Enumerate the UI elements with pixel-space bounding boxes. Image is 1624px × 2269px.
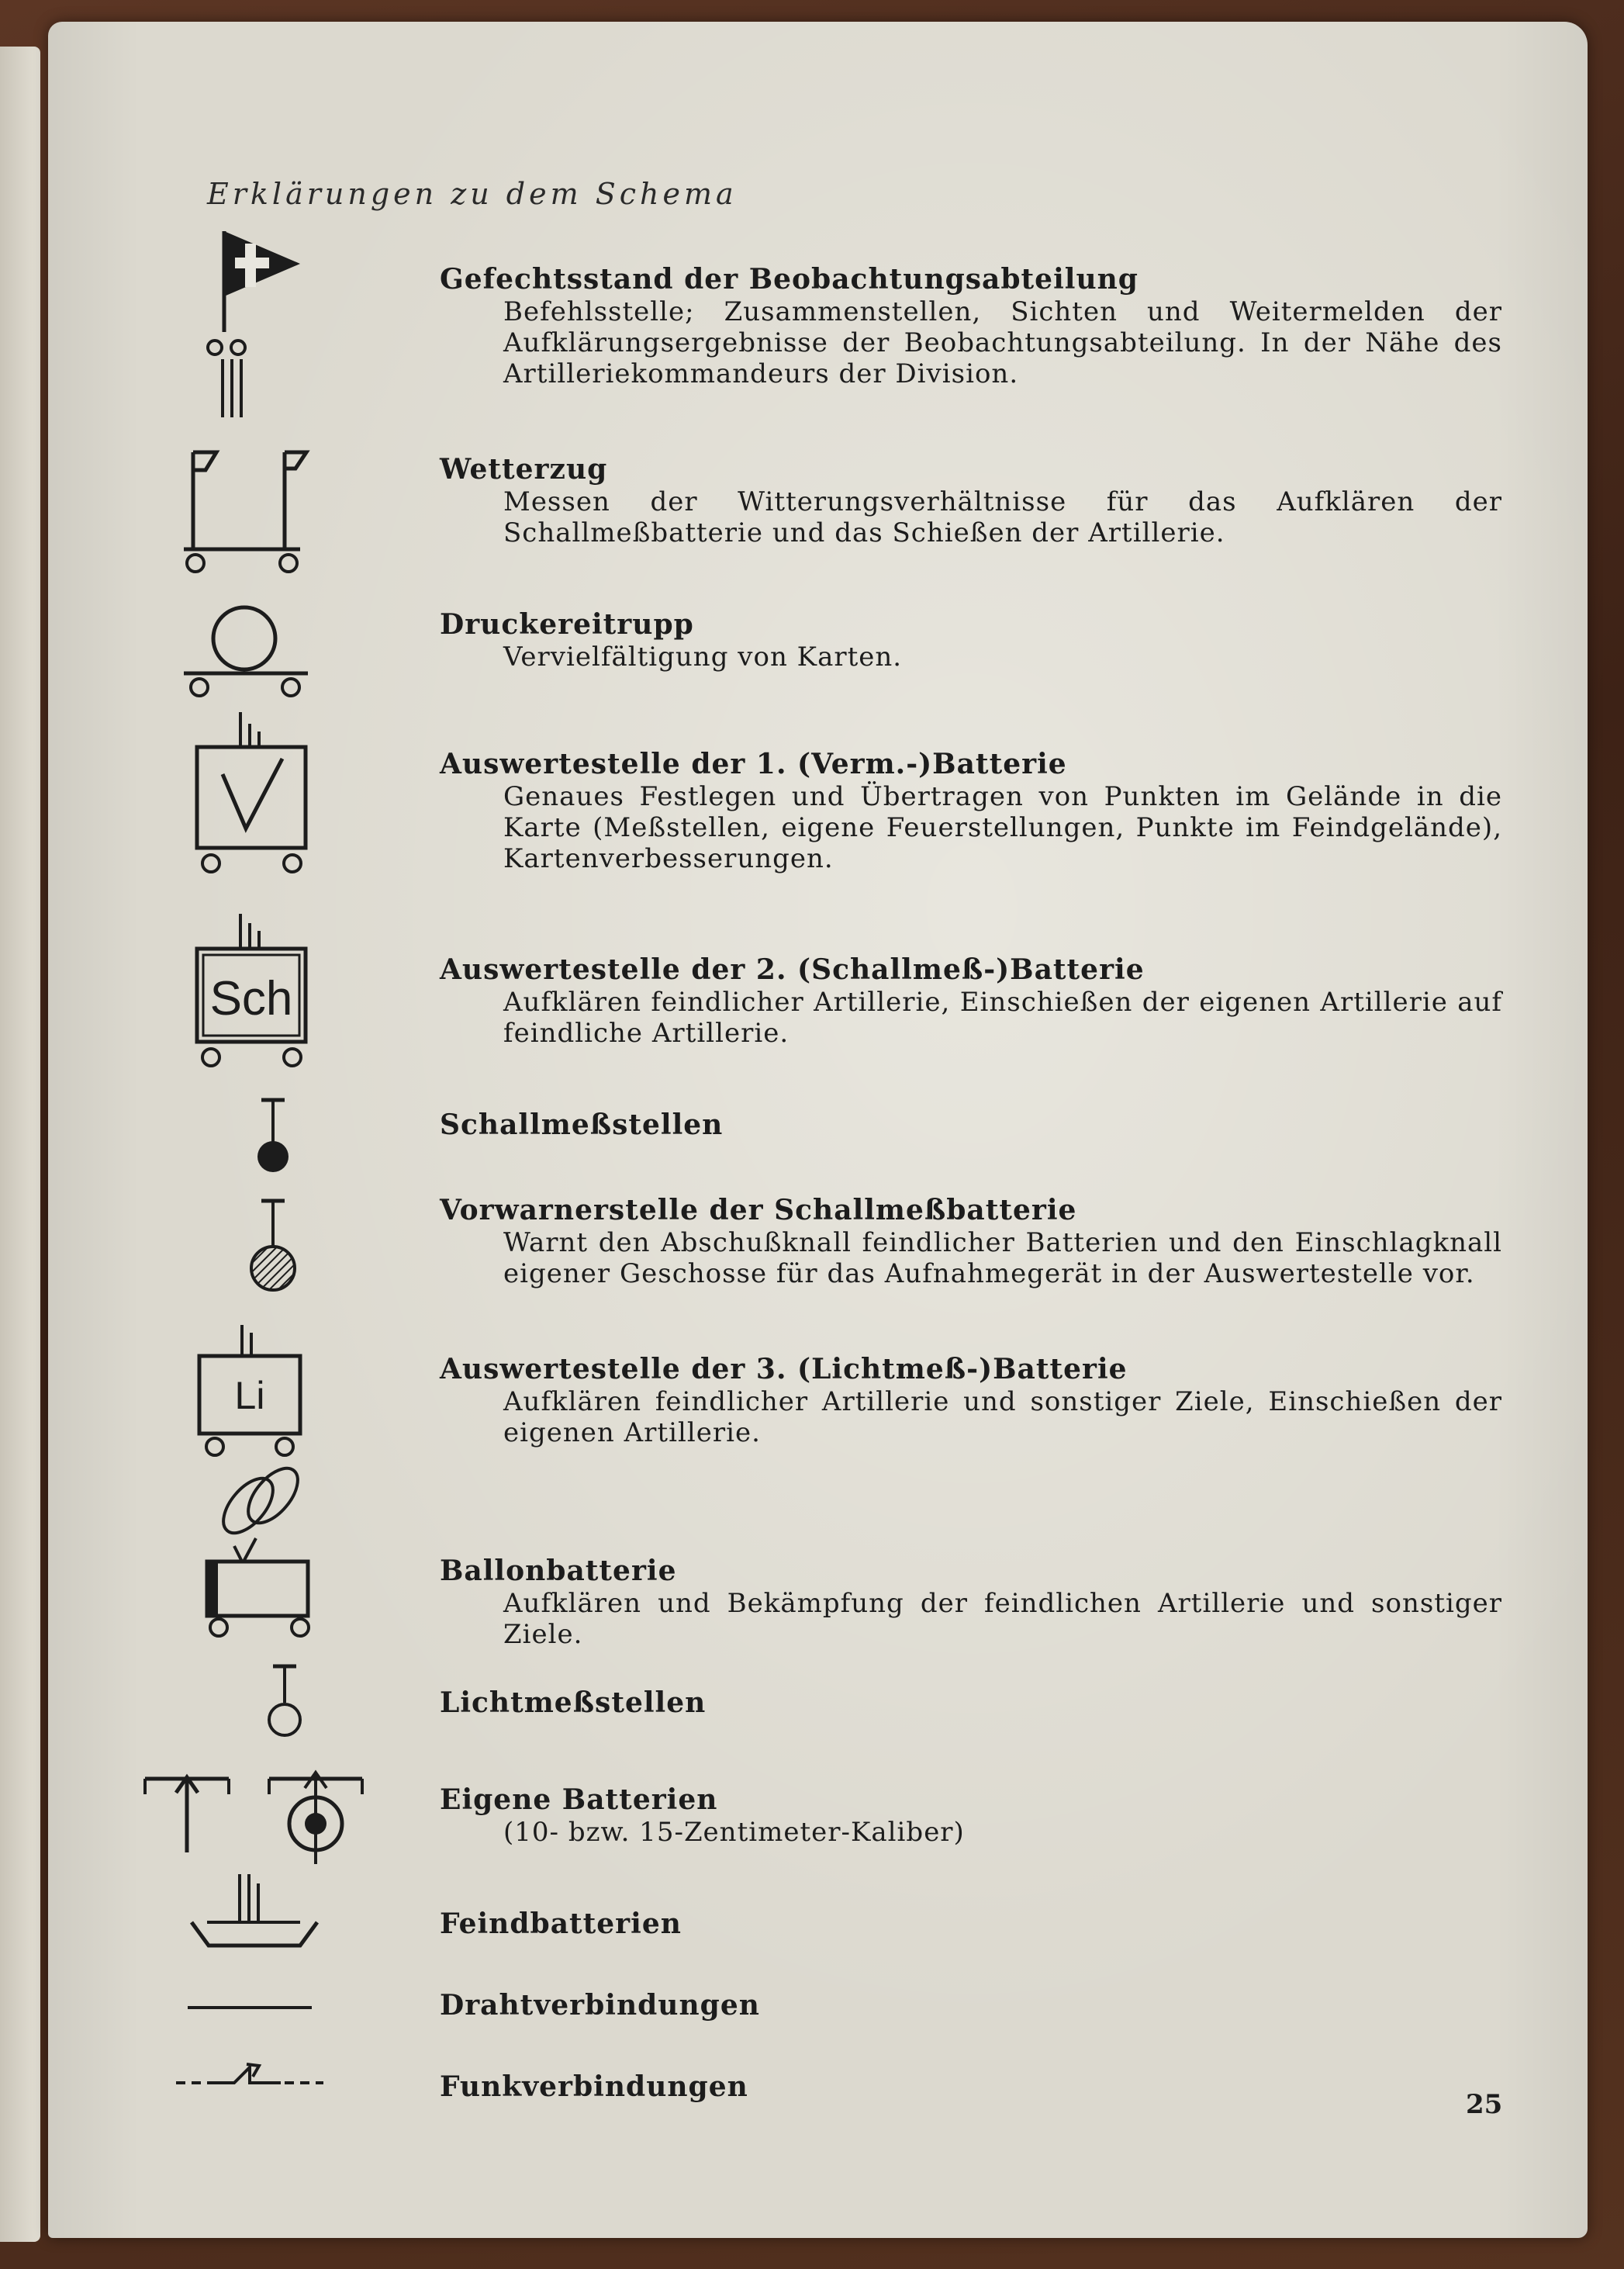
entry-description: Messen der Witterungsverhältnisse für das Aufklären der Schallmeßbatterie und das Schießen der Artillerie. (503, 486, 1502, 548)
flash-evaluation-icon (188, 1317, 312, 1465)
entry-title: Auswertestelle der 2. (Schallmeß-)Batterie (440, 953, 1145, 986)
entry-ballonbatterie (440, 1554, 1502, 1650)
survey-evaluation-icon (180, 704, 320, 883)
entry-wetterzug (440, 452, 1502, 548)
entry-gefechtsstand (440, 262, 1502, 389)
entry-lichtmessstellen (440, 1686, 1502, 1720)
facing-page-edge (0, 47, 40, 2242)
entry-title: Vorwarnerstelle der Schallmeßbatterie (440, 1194, 1077, 1226)
entry-drahtverbindungen (440, 1988, 1502, 2022)
entry-title: Schallmeßstellen (440, 1109, 724, 1141)
entry-druckereitrupp (440, 607, 1502, 673)
entry-schallmessstellen (440, 1108, 1502, 1142)
radio-connection-icon (172, 2058, 327, 2097)
evaluation-label: Sch (209, 972, 293, 1026)
entry-title: Feindbatterien (440, 1908, 682, 1940)
entry-description: Aufklären feindlicher Artillerie und sonstiger Ziele, Einschießen der eigenen Artillerie. (503, 1386, 1502, 1448)
entry-title: Eigene Batterien (440, 1783, 718, 1816)
page-heading: Erklärungen zu dem Schema (207, 177, 738, 211)
entry-description: Warnt den Abschußknall feindlicher Batterien und den Einschlagknall eigener Geschosse für das Aufnahmegerät in der Auswertestelle vor. (503, 1227, 1502, 1289)
balloon-battery-icon (188, 1461, 327, 1639)
entry-title: Funkverbindungen (440, 2070, 748, 2103)
entry-description: Genaues Festlegen und Übertragen von Punkten im Gelände in die Karte (Meßstellen, eigene Feuerstellungen, Punkte im Feindgelände), Kartenverbesserungen. (503, 781, 1502, 874)
flag-station-icon (184, 216, 316, 433)
entry-description: Aufklären und Bekämpfung der feindlichen Artillerie und sonstiger Ziele. (503, 1588, 1502, 1650)
entry-description: (10- bzw. 15-Zentimeter-Kaliber) (503, 1817, 965, 1848)
entry-title: Ballonbatterie (440, 1555, 677, 1587)
page-number: 25 (1466, 2089, 1503, 2120)
sound-station-icon (242, 1096, 304, 1181)
entry-title: Wetterzug (440, 453, 608, 486)
entry-auswertestelle-3 (440, 1352, 1502, 1448)
wire-connection-icon (184, 2000, 316, 2015)
entry-vorwarnerstelle (440, 1193, 1502, 1289)
entry-auswertestelle-1 (440, 747, 1502, 874)
entry-eigene-batterien (440, 1783, 1502, 1848)
entry-title: Auswertestelle der 3. (Lichtmeß-)Batterie (440, 1353, 1128, 1385)
book-page (48, 22, 1588, 2238)
entry-title: Drahtverbindungen (440, 1989, 760, 2022)
entry-description: Befehlsstelle; Zusammenstellen, Sichten und Weitermelden der Aufklärungsergebnisse der Beobachtungsabteilung. In der Nähe des Artilleriekommandeurs der Division. (503, 296, 1502, 389)
entry-auswertestelle-2 (440, 953, 1502, 1049)
entry-description: Vervielfältigung von Karten. (503, 642, 903, 673)
weather-wagon-icon (168, 433, 323, 588)
entry-feindbatterien (440, 1907, 1502, 1941)
evaluation-label: Li (234, 1374, 265, 1417)
printing-wagon-icon (176, 600, 316, 708)
flash-station-icon (254, 1662, 316, 1744)
forward-warning-icon (238, 1197, 308, 1298)
own-battery-icon (137, 1755, 378, 1872)
entry-title: Druckereitrupp (440, 608, 694, 641)
enemy-battery-icon (184, 1868, 323, 1953)
entry-description: Aufklären feindlicher Artillerie, Einschießen der eigenen Artillerie auf feindliche Artillerie. (503, 987, 1502, 1049)
sound-evaluation-icon (180, 906, 320, 1077)
entry-title: Gefechtsstand der Beobachtungsabteilung (440, 263, 1139, 296)
entry-funkverbindungen (440, 2070, 1502, 2104)
entry-title: Auswertestelle der 1. (Verm.-)Batterie (440, 748, 1067, 780)
entry-title: Lichtmeßstellen (440, 1686, 707, 1719)
